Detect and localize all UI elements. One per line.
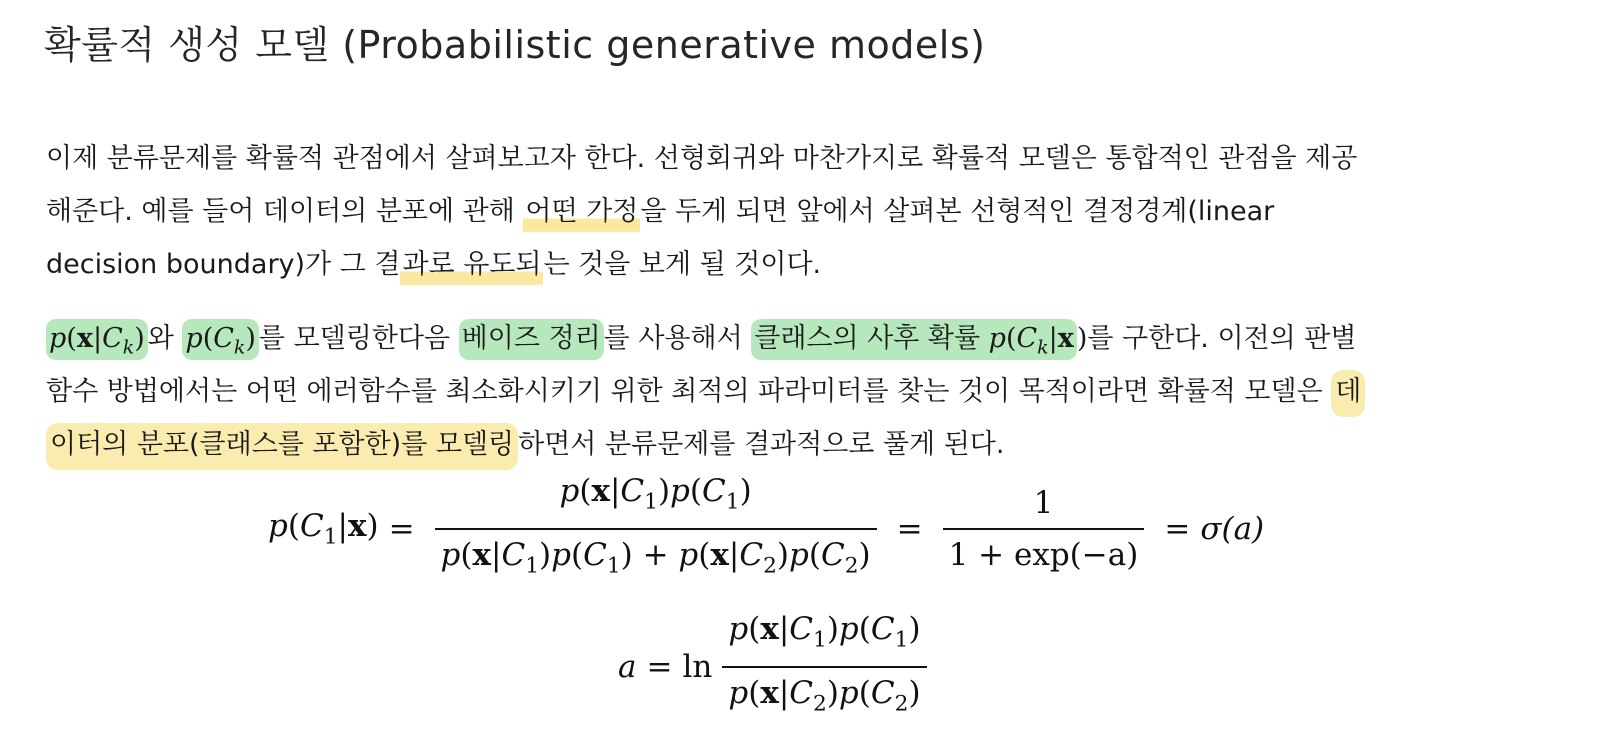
slide-title: 확률적 생성 모델 (Probabilistic generative models) <box>44 23 986 67</box>
sigmoid-numerator: 1 <box>1033 485 1054 521</box>
fraction-bar <box>435 528 877 530</box>
intro-line-3-text-a: decision boundary)가 그 결 <box>46 249 401 280</box>
method-text-modeling: 를 모델링한다음 <box>258 323 459 354</box>
intro-line-2-text-a: 해준다. 예를 들어 데이터의 분포에 관해 <box>46 196 524 227</box>
method-line-3-text: 하면서 분류문제를 결과적으로 풀게 된다. <box>518 429 1005 460</box>
highlight-data-distribution-start: 데 <box>1331 370 1365 417</box>
sigmoid-fraction <box>943 481 1145 577</box>
fraction-bar <box>943 528 1145 530</box>
highlight-data-distribution: 이터의 분포(클래스를 포함한)를 모델링 <box>46 423 518 470</box>
method-line-2 <box>46 365 1576 418</box>
intro-paragraph <box>46 132 1576 291</box>
method-paragraph <box>46 312 1576 471</box>
highlight-posterior: 클래스의 사후 확률 $p(C_k|x$ <box>751 319 1077 360</box>
bayes-numerator: $p(x|C_1)p(C_1)$ <box>559 473 752 515</box>
method-text-obtain: 를 구한다. 이전의 판별 <box>1087 323 1357 354</box>
highlight-assumption: 어떤 가정 <box>523 196 640 233</box>
equals-sign: = <box>388 511 415 547</box>
fraction-bar <box>722 666 926 668</box>
log-odds-numerator: $p(x|C_1)p(C_1)$ <box>728 611 921 653</box>
highlight-derived: 과로 유도되 <box>400 249 543 286</box>
method-line-1: $p(x|C_k)$ 와 $p(C_k)$ 를 모델링한다음 베이즈 정리 를 사용해서 클래스의 사후 확률 $p(C_k|x$ )를 구한다. 이전의 판별 <box>46 312 1576 365</box>
ln-operator: ln <box>682 649 713 685</box>
intro-line-2 <box>46 185 1576 238</box>
likelihood-expression: $p(x|C_k)$ <box>46 319 148 360</box>
intro-line-1: 이제 분류문제를 확률적 관점에서 살펴보고자 한다. 선형회귀와 마찬가지로 확률적 모델은 통합적인 관점을 제공 <box>46 143 1358 174</box>
method-line-2-text: 함수 방법에서는 어떤 에러함수를 최소화시키기 위한 최적의 파라미터를 찾는 것이 목적이라면 확률적 모델은 <box>46 376 1332 407</box>
log-odds-equation <box>618 612 937 722</box>
equals-sign: = <box>1164 511 1191 547</box>
posterior-sigmoid-equation <box>268 474 1264 584</box>
intro-line-3-text-b: 는 것을 보게 될 것이다. <box>543 249 822 280</box>
sigma-of-a: σ(a) <box>1200 511 1265 547</box>
method-text-using: 를 사용해서 <box>603 323 752 354</box>
bayes-fraction <box>435 469 877 588</box>
intro-line-3 <box>46 238 1576 291</box>
posterior-lhs: $p(C_1|x)$ <box>268 508 379 550</box>
intro-line-2-text-b: 을 두게 되면 앞에서 살펴본 선형적인 결정경계(linear <box>640 196 1275 227</box>
method-text-and: 와 <box>147 323 183 354</box>
log-odds-denominator: $p(x|C_2)p(C_2)$ <box>728 675 921 717</box>
method-line-3 <box>46 418 1576 471</box>
highlight-bayes-theorem: 베이즈 정리 <box>459 319 604 360</box>
log-odds-fraction <box>722 607 926 726</box>
sigmoid-denominator: 1 + exp(−a) <box>948 537 1139 573</box>
equals-sign: = <box>896 511 923 547</box>
equals-sign: = <box>646 649 673 685</box>
bayes-denominator: $p(x|C_1)p(C_1) + p(x|C_2)p(C_2)$ <box>440 537 871 579</box>
prior-expression: $p(C_k)$ <box>182 319 259 360</box>
variable-a: a <box>618 649 637 685</box>
